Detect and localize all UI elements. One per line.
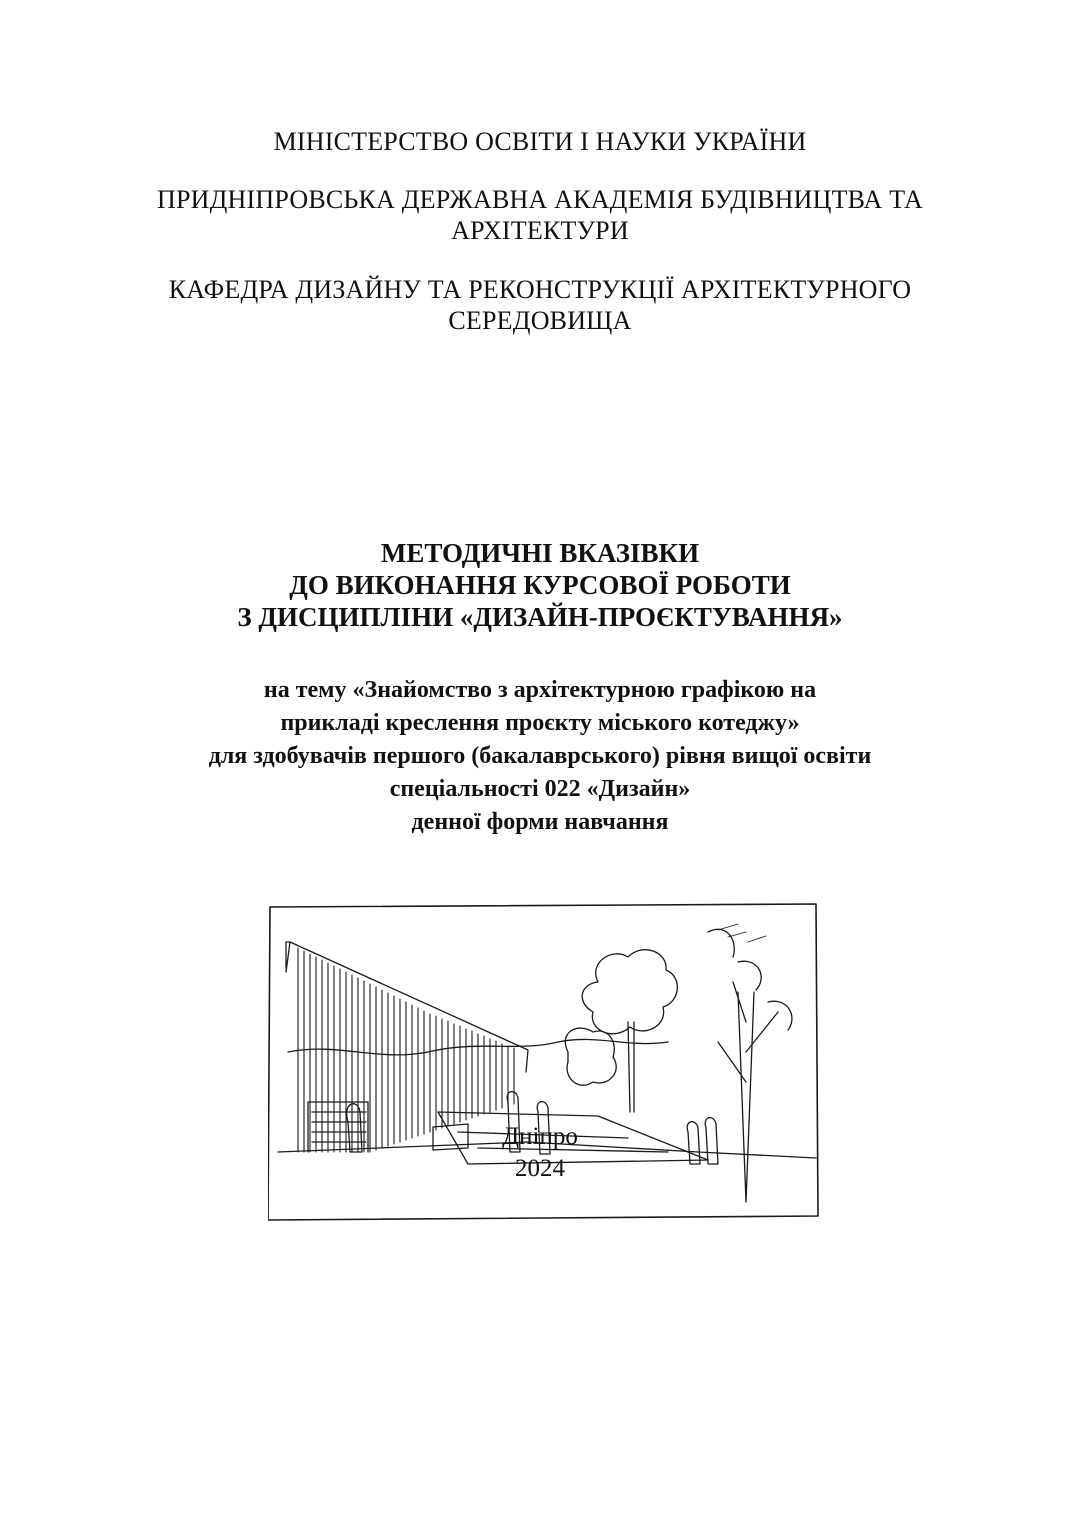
document-title-line1: МЕТОДИЧНІ ВКАЗІВКИ — [380, 538, 700, 568]
academy-title-line1: ПРИДНІПРОВСЬКА ДЕРЖАВНА АКАДЕМІЯ БУДІВНИЦТВА ТА — [157, 185, 923, 214]
year: 2024 — [515, 1155, 565, 1182]
academy-title-line2: АРХІТЕКТУРИ — [451, 216, 629, 245]
topic-line2: прикладі креслення проєкту міського котеджу» — [280, 710, 800, 736]
department-title-line1: КАФЕДРА ДИЗАЙНУ ТА РЕКОНСТРУКЦІЇ АРХІТЕКТУРНОГО — [168, 275, 912, 304]
ministry-title: МІНІСТЕРСТВО ОСВІТИ І НАУКИ УКРАЇНИ — [273, 127, 807, 156]
city: Дніпро — [502, 1123, 578, 1150]
document-title-line2: ДО ВИКОНАННЯ КУРСОВОЇ РОБОТИ — [289, 570, 791, 600]
document-title-line3: З ДИСЦИПЛІНИ «ДИЗАЙН-ПРОЄКТУВАННЯ» — [237, 602, 843, 632]
study-form-line: денної форми навчання — [411, 809, 669, 835]
sky-marks — [718, 924, 766, 942]
department-title-line2: СЕРЕДОВИЩА — [448, 306, 632, 335]
topic-line1: на тему «Знайомство з архітектурною графікою на — [263, 677, 817, 703]
audience-line: для здобувачів першого (бакалаврського) рівня вищої освіти — [208, 743, 872, 769]
specialty-line: спеціальності 022 «Дизайн» — [389, 776, 691, 802]
